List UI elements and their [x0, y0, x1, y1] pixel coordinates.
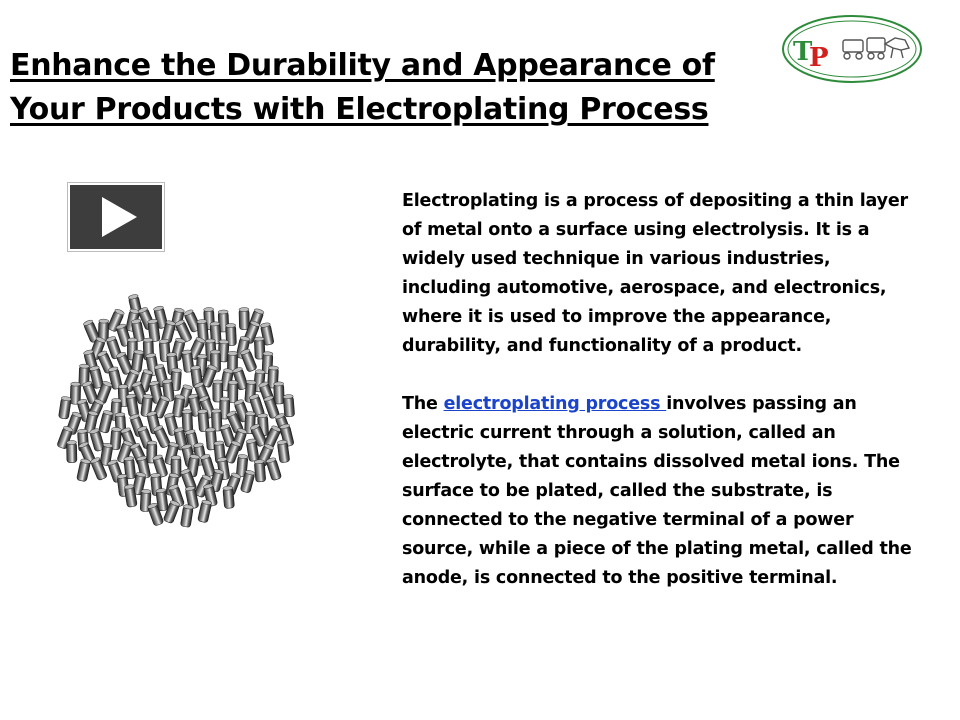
paragraph-1: Electroplating is a process of depositing a thin layer of metal onto a surface using electrolysis. It is a widely used technique in various industries, including automotive, aerospace, and electronics, where it is used to improve the appearance, durability, and functionality of a product.	[402, 191, 908, 356]
play-button[interactable]	[67, 182, 165, 252]
electroplating-process-link[interactable]: electroplating process	[443, 394, 667, 414]
svg-text:P: P	[809, 43, 829, 73]
svg-text:T: T	[793, 37, 813, 67]
slide-title: Enhance the Durability and Appearance of Your Products with Electroplating Process	[10, 48, 715, 127]
slide-body	[402, 187, 922, 593]
paragraph-2-rest: involves passing an electric current through a solution, called an electrolyte, that contains dissolved metal ions. The surface to be plated, called the substrate, is connected to the negative terminal of a power source, while a piece of the plating metal, called the anode, is connected to the positive terminal.	[402, 394, 912, 588]
paragraph-2-intro: The	[402, 394, 444, 414]
paragraph-2	[402, 390, 922, 593]
company-logo	[781, 14, 923, 84]
metal-pins-photo	[38, 275, 318, 545]
